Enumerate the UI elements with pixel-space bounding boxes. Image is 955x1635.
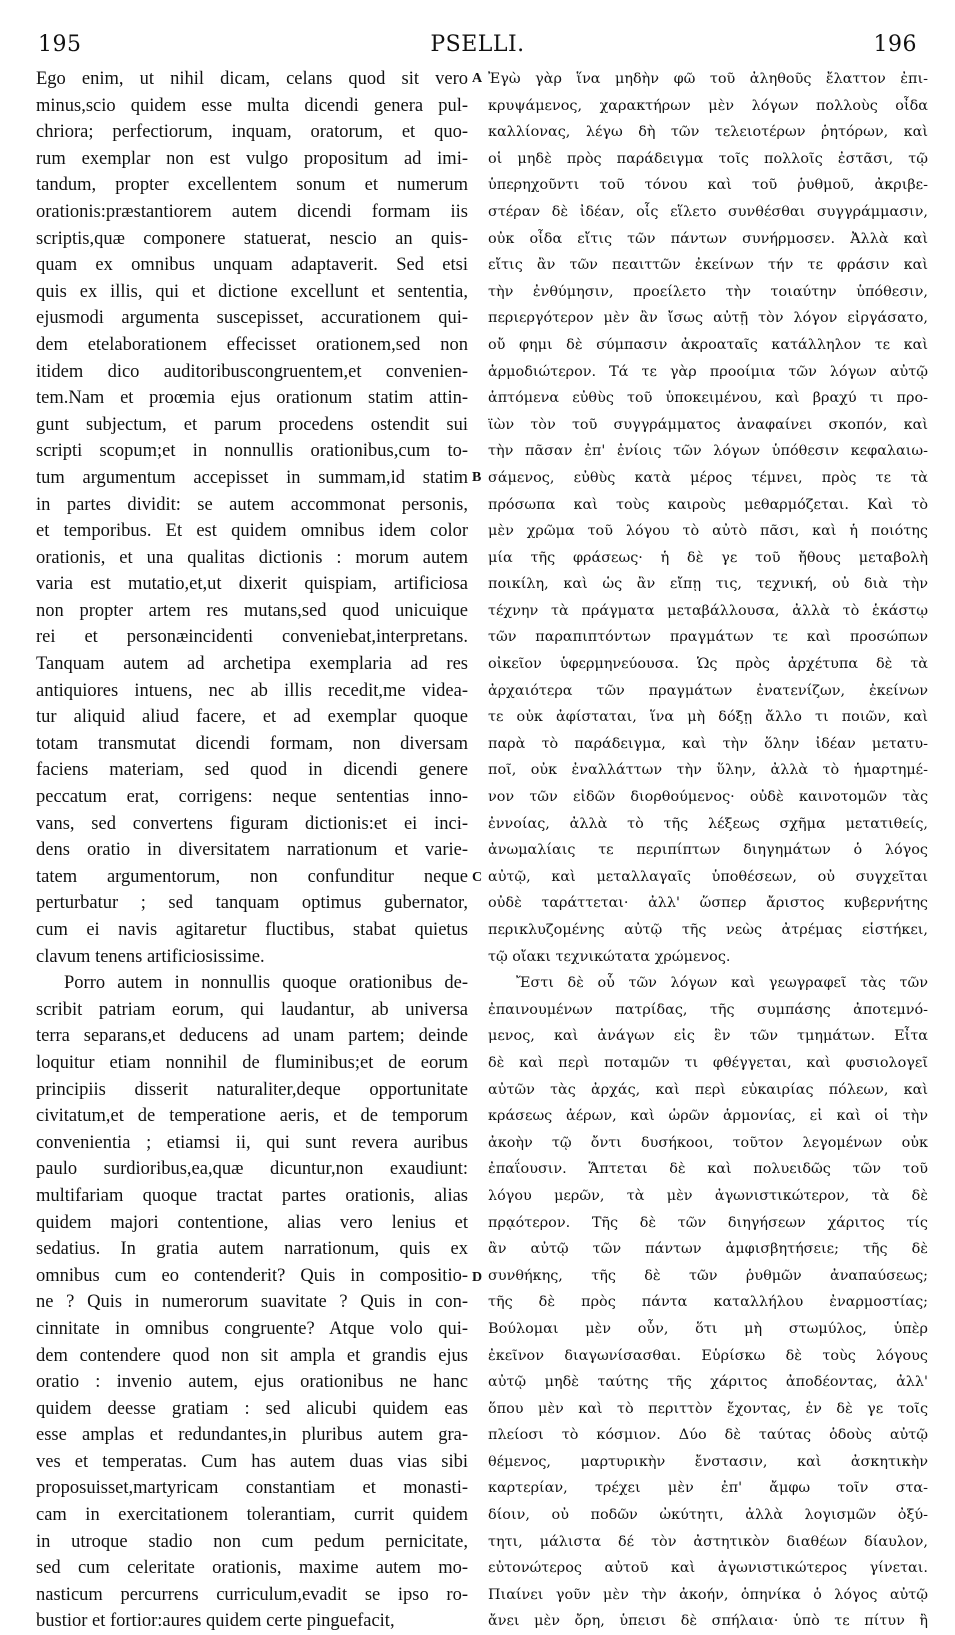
- text-line: esse amplas et redundantes,in pluribus autem gra-: [36, 1425, 468, 1446]
- text-line: vans, sed convertens figuram dictionis:et ei inci-: [36, 813, 468, 834]
- text-line: οὐκ οἶδα εἴτις τῶν πάντων συνήρμοσεν. Ἀλλὰ καὶ: [488, 230, 928, 247]
- text-line: οἰκεῖον ὑφερμηνεύουσα. Ὡς πρὸς ἀρχέτυπα δὲ τὰ: [488, 656, 928, 673]
- text-line: et temporibus. Et est quidem omnibus idem color: [36, 521, 468, 542]
- page-number-left: 195: [38, 32, 82, 57]
- text-line: μενος, καὶ ἀνάγων εἰς ἓν τῶν τμημάτων. Εἶτα: [488, 1028, 928, 1045]
- text-line: sedatius. In gratia autem narrationum, quis ex: [36, 1239, 468, 1260]
- text-line: varia est mutatio,et,ut dixerit quispiam, artificiosa: [36, 574, 468, 595]
- text-line: principiis disserit naturaliter,deque opportunitate: [36, 1079, 468, 1100]
- text-line: ἁρμοδιώτερον. Τά τε γὰρ προοίμια τῶν λόγων αὐτῷ: [488, 363, 928, 380]
- text-line: Πιαίνει γοῦν μὲν τὴν ἀκοήν, ὁπηνίκα ὁ λόγος αὐτῷ: [488, 1586, 928, 1603]
- text-line: orationis:præstantiorem autem dicendi formam iis: [36, 201, 468, 222]
- text-line: μὲν χρῶμα τοῦ λόγου τὸ αὐτὸ πᾶσι, καὶ ἡ ποιότης: [488, 523, 928, 540]
- text-line: proposuisset,martyricam constantiam et monasti-: [36, 1478, 468, 1499]
- text-line: cum ei navis agitaretur fluctibus, stabat quietus: [36, 920, 468, 940]
- text-line: ἐκεῖνον διαγωνίσασθαι. Εὑρίσκω δὲ τοὺς λόγους: [488, 1347, 928, 1364]
- text-line: οὐδὲ ταράττεται· ἀλλ' ὥσπερ ἄριστος κυβερνήτης: [488, 895, 928, 912]
- text-line: antiquiores intuens, nec ab illis recedit,me videa-: [36, 680, 468, 701]
- text-line: ὑπερηχοῦντι τοῦ τόνου καὶ τοῦ ῥυθμοῦ, ἀκριβε-: [488, 177, 928, 194]
- text-line: rei et personæincidenti conveniebat,interpretans.: [36, 627, 468, 648]
- text-line: Βούλομαι μὲν οὖν, ὅτι μὴ στωμύλος, ὑπὲρ: [488, 1320, 928, 1337]
- text-line: δίοιν, οὐ ποδῶν ὠκύτητι, ἀλλὰ λογισμῶν ὀξύ-: [488, 1507, 928, 1524]
- text-line: cam in exercitationem tolerantiam, currit quidem: [36, 1505, 468, 1526]
- text-line: itidem dico auditoribuscongruentem,et convenien-: [36, 361, 468, 382]
- text-line: αὐτῷ, καὶ μεταλλαγαῖς ὑποθέσεων, οὐ συγχεῖται: [488, 868, 928, 885]
- text-line: τὴν ἐνθύμησιν, προείλετο τὴν τοιαύτην ὑπόθεσιν,: [488, 283, 928, 300]
- text-line: quam ex omnibus unquam adaptaverit. Sed etsi: [36, 255, 468, 276]
- text-line: τητι, μάλιστα δέ τὸν ἀστητικὸν διαθέων δίαυλον,: [488, 1533, 928, 1550]
- text-line: εὐτονώτερος αὐτοῦ καὶ ἀγωνιστικώτερος γίνεται.: [488, 1560, 928, 1577]
- text-line: multifariam quoque tractat partes orationis, alias: [36, 1185, 468, 1206]
- text-line: scriptis,quæ componere statuerat, nescio an quis-: [36, 228, 468, 249]
- text-line: καλλίονας, λέγω δὴ τῶν τελειοτέρων ῥητόρων, καὶ: [488, 124, 928, 141]
- text-line: τῶν παραπιπτόντων πραγμάτων τε καὶ προσώπων: [488, 629, 928, 646]
- text-line: peccatum erat, corrigens: neque sententias inno-: [36, 787, 468, 808]
- text-line: scribit patriam eorum, qui laudantur, ab universa: [36, 999, 468, 1020]
- text-line: ἀνωμαλίαις τε περιπίπτων διηγημάτων ὁ λόγος: [488, 842, 928, 859]
- text-line: tandum, propter excellentem sonum et numerum: [36, 175, 468, 196]
- text-line: Ἔστι δὲ οὗ τῶν λόγων καὶ γεωγραφεῖ τὰς τῶν: [516, 975, 928, 992]
- section-marker-a: A: [472, 71, 483, 86]
- text-line: εἴτις ἂν τῶν πεαιττῶν ἐκείνων τήν τε φράσιν καὶ: [488, 257, 928, 274]
- section-marker-d: D: [472, 1270, 483, 1285]
- text-line: ἀρχαιότερα τῶν πραγμάτων ἐνατενίζων, ἐκείνων: [488, 682, 928, 699]
- text-line: dem contendere quod non sit ampla et grandis ejus: [36, 1345, 468, 1366]
- text-line: ἁπτόμενα εὐθὺς τοῦ ὑποκειμένου, καὶ βραχύ τι προ-: [488, 390, 928, 407]
- text-line: bustior et fortior:aures quidem certe pinguefacit,: [36, 1611, 395, 1632]
- text-line: ποῖ, οὐκ ἐναλλάττων τὴν ὕλην, ἀλλὰ τὸ ἡμαρτημέ-: [488, 762, 928, 779]
- text-line: ἂν αὐτῷ τῶν πάντων ἀμφισβητήσειε; τῆς δὲ: [488, 1241, 928, 1258]
- text-line: in partes dividit: se autem accommonat personis,: [36, 494, 468, 515]
- text-line: ἀκοὴν τῷ ὄντι δυσήκοοι, τοῦτον λεγομένων οὐκ: [488, 1134, 928, 1151]
- text-line: gunt subjectum, et parum procedens ostendit sui: [36, 414, 468, 435]
- text-line: terra separans,et deducens ad unam partem; deinde: [36, 1026, 468, 1047]
- text-line: civitatum,et de temperatione aeris, et de temporum: [36, 1106, 468, 1127]
- running-title: PSELLI.: [430, 32, 525, 57]
- text-line: τέχνην τὰ πράγματα μεταβάλλουσα, ἀλλὰ τὸ ἑκάστῳ: [488, 602, 928, 619]
- text-line: τῆς δὲ πρὸς πάντα καταλλήλου ἐναρμοστίας;: [488, 1294, 928, 1311]
- text-line: sed cum celeritate orationis, maxime autem mo-: [36, 1558, 468, 1579]
- text-line: παρὰ τὸ παράδειγμα, καὶ τὴν ὅλην ἰδέαν μετατυ-: [488, 735, 928, 752]
- text-line: Porro autem in nonnullis quoque orationibus de-: [64, 973, 468, 994]
- text-line: rum exemplar non est vulgo propositum ad imi-: [36, 148, 468, 169]
- text-line: πρᾳότερον. Τῆς δὲ τῶν διηγήσεων χάριτος τίς: [488, 1214, 928, 1231]
- text-line: tatem argumentorum, non confunditur neque: [36, 866, 468, 887]
- text-line: συνθήκης, τῆς δὲ τῶν ῥυθμῶν ἀναπαύσεως;: [488, 1267, 928, 1284]
- text-line: πλείοσι τὸ κόσμιον. Δύο δὲ ταύτας ὁδοὺς αὐτῷ: [488, 1427, 928, 1444]
- text-line: convenientia ; etiamsi ii, qui sunt revera auribus: [36, 1132, 468, 1153]
- text-line: μία τῆς φράσεως· ἡ δὲ γε τοῦ ἤθους μεταβολὴ: [488, 549, 928, 566]
- text-line: tem.Nam et proœmia ejus orationum statim attin-: [36, 388, 468, 409]
- text-line: tur aliquid aliud facere, et ad exemplar quoque: [36, 707, 468, 728]
- text-line: cinnitate in omnibus congruente? Atque volo qui-: [36, 1318, 468, 1339]
- text-line: tum argumentum accepisset in summam,id statim: [36, 467, 468, 488]
- text-line: clavum tenens artificiosissime.: [36, 946, 265, 967]
- text-line: περιεργότερον μὲν ἂν ἴσως αὐτῇ τὸν λόγον εἰργάσατο,: [488, 310, 928, 327]
- text-line: τὴν πᾶσαν ἐπ' ἐνίοις τῶν λόγων ὑπόθεσιν κεφαλαιω-: [488, 443, 928, 460]
- text-line: τῷ οἴακι τεχνικώτατα χρώμενος.: [488, 948, 731, 965]
- text-line: αὐτῷ μηδὲ ταύτης τῆς χάριτος ἀποδέοντας, ἀλλ': [488, 1374, 928, 1391]
- greek-column: [488, 66, 928, 1635]
- text-line: Ἐγὼ γὰρ ἵνα μηδὴν φῶ τοῦ ἀληθοῦς ἔλαττον ἐπι-: [488, 71, 928, 87]
- text-line: chriora; perfectiorum, inquam, oratorum, et quo-: [36, 122, 468, 143]
- latin-column: [36, 66, 468, 1635]
- text-line: κρυψάμενος, χαρακτήρων μὲν λόγων πολλοὺς οἶδα: [488, 97, 928, 114]
- text-line: πρόσωπα καὶ τοὺς καιροὺς μεθαρμόζεται. Καὶ τὸ: [488, 496, 928, 513]
- text-line: καρτερίαν, τρέχει μὲν ἐπ' ἄμφω τοῖν στα-: [488, 1480, 928, 1497]
- section-marker-b: B: [472, 470, 482, 485]
- text-line: scripti scopum;et in nonnullis orationibus,cum to-: [36, 441, 468, 462]
- text-line: dem etelaborationem effecisset orationem,sed non: [36, 334, 468, 355]
- text-line: Ego enim, ut nihil dicam, celans quod sit vero: [36, 69, 468, 89]
- page-number-right: 196: [873, 32, 917, 57]
- text-line: Tanquam autem ad archetipa exemplaria ad res: [36, 654, 468, 675]
- text-line: faciens materiam, sed quod in dicendi genere: [36, 760, 468, 781]
- text-line: ἐννοίας, ἀλλὰ τὸ τῆς λέξεως σχῆμα μετατιθείς,: [488, 815, 928, 832]
- text-line: αὐτῶν τὰς ἀρχάς, καὶ περὶ εὐκαιρίας πόλεων, καὶ: [488, 1081, 928, 1098]
- text-line: θέμενος, μαρτυρικὴν ἔνστασιν, καὶ ἀσκητικὴν: [488, 1453, 928, 1470]
- text-line: totam transmutat dicendi formam, non diversam: [36, 733, 468, 754]
- text-line: quis ex illis, qui et dictione excellunt et sententia,: [36, 281, 468, 302]
- text-line: ποικίλη, καὶ ὡς ἂν εἴπῃ τις, τεχνική, οὐ διὰ τὴν: [488, 576, 928, 593]
- text-line: στέραν δὲ ἰδέαν, οἷς εἵλετο συνθέσθαι συγγράμμασιν,: [488, 203, 928, 220]
- text-line: orationis, et una qualitas dictionis : morum autem: [36, 547, 468, 568]
- text-line: paulo surdioribus,ea,quæ dicuntur,non exaudiunt:: [36, 1159, 468, 1180]
- text-line: ejusmodi argumenta suscepisset, accurationem qui-: [36, 308, 468, 329]
- text-line: dens oratio in diversitatem narrationum et varie-: [36, 840, 468, 861]
- text-line: nasticum percurrens curriculum,evadit se ipso ro-: [36, 1584, 468, 1605]
- section-marker-c: C: [472, 870, 483, 885]
- text-line: τε οὐκ ἀφίσταται, ἵνα μὴ δόξῃ ἄλλο τι ποιῶν, καὶ: [488, 709, 928, 726]
- text-line: ὅπου μὲν καὶ τὸ περιττὸν ἔχοντας, ἐν δὲ γε τοῖς: [488, 1400, 928, 1417]
- text-line: quidem majori contentione, alias vero lenius et: [36, 1212, 468, 1233]
- text-line: ves et temperatas. Cum has autem duas vias sibi: [36, 1451, 468, 1472]
- text-line: oratio : invenio autem, ejus orationibus ne hanc: [36, 1372, 468, 1393]
- text-line: quidem deesse gratiam : sed alicubi quidem eas: [36, 1398, 468, 1419]
- text-line: οὔ φημι δὲ σύμπασιν ἀκροαταῖς κατάλληλον τε καὶ: [488, 336, 928, 353]
- text-line: δὲ καὶ περὶ ποταμῶν τι φθέγγεται, καὶ φυσιολογεῖ: [488, 1054, 928, 1071]
- text-line: minus,scio quidem esse multa dicendi genera pul-: [36, 95, 468, 116]
- text-line: περικλυζομένης αὐτῷ τῆς νεὼς ἀτρέμας εἱστήκει,: [488, 922, 928, 938]
- text-line: κράσεως ἀέρων, καὶ ὡρῶν ἁρμονίας, εἰ καὶ οἱ τὴν: [488, 1108, 928, 1125]
- text-line: οἱ μηδὲ πρὸς παράδειγμα τοῖς πολλοῖς ἐστᾶσι, τῷ: [488, 150, 928, 167]
- text-line: ϊὼν τὸν τοῦ συγγράμματος ἀναφαίνει σκοπόν, καὶ: [488, 416, 928, 433]
- text-line: ἐπαινουμένων πατρίδας, τῆς συμπάσης ἀποτεμνό-: [488, 1001, 928, 1018]
- text-line: λόγου μερῶν, τὰ μὲν ἀγωνιστικώτερον, τὰ δὲ: [488, 1187, 928, 1204]
- text-line: ἐπαΐουσιν. Ἅπτεται δὲ καὶ πολυειδῶς τῶν τοῦ: [488, 1161, 928, 1178]
- text-line: νον τῶν εἰδῶν διορθούμενος· οὐδὲ καινοτομῶν τὰς: [488, 789, 928, 806]
- text-line: non propter artem res mutans,sed quod unicuique: [36, 600, 468, 621]
- text-line: in utroque stadio non cum pedum pernicitate,: [36, 1531, 468, 1552]
- text-line: omnibus cum eo contenderit? Quis in compositio-: [36, 1265, 468, 1286]
- text-line: σάμενος, εὐθὺς κατὰ μέρος τέμνει, πρὸς τε τὰ: [488, 469, 928, 486]
- text-line: loquitur etiam nonnihil de fluminibus;et de eorum: [36, 1052, 468, 1073]
- text-line: ἄνει μὲν ὄρη, ὑπεισι δὲ σπήλαια· ὑπὸ τε πίτυν ἢ: [488, 1613, 928, 1630]
- text-line: ne ? Quis in numerorum suavitate ? Quis in con-: [36, 1292, 468, 1313]
- text-line: perturbatur ; sed tanquam optimus gubernator,: [36, 893, 468, 914]
